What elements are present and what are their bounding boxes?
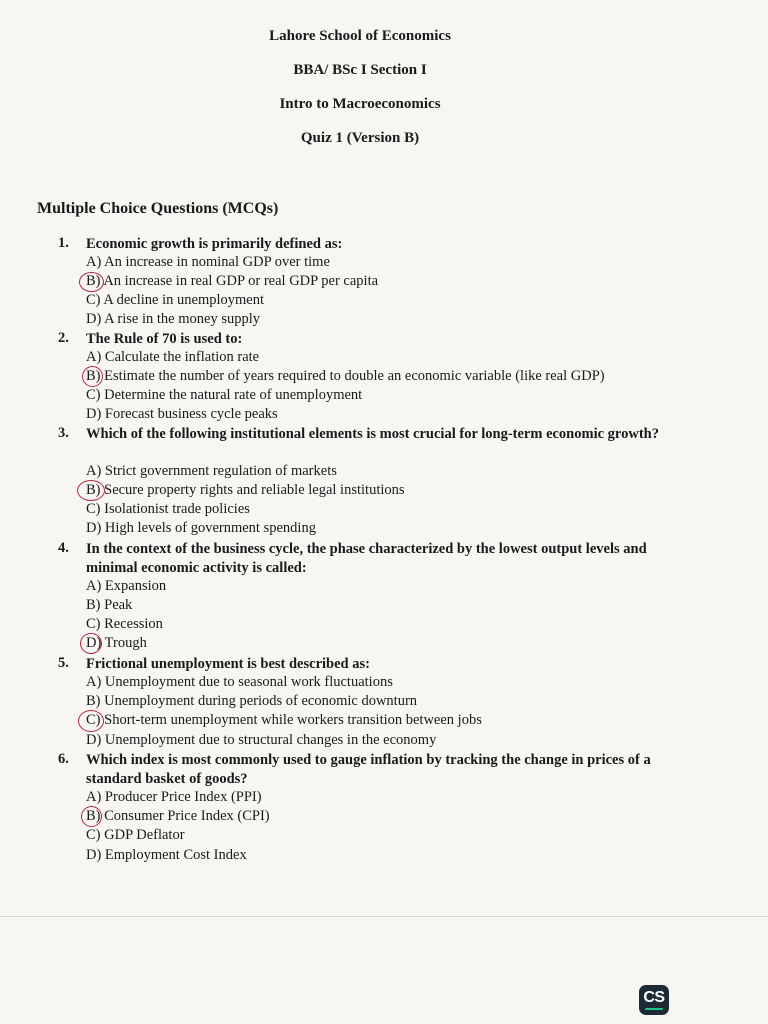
answer-option: D) Trough <box>86 635 147 651</box>
answer-circle-mark <box>79 272 104 292</box>
answer-option: D) A rise in the money supply <box>86 311 260 327</box>
answer-circle-mark <box>81 806 102 827</box>
course-title: Intro to Macroeconomics <box>279 96 441 112</box>
answer-option: D) High levels of government spending <box>86 520 316 536</box>
section-title: Multiple Choice Questions (MCQs) <box>37 200 279 217</box>
answer-option: C) Recession <box>86 616 163 632</box>
answer-option: D) Forecast business cycle peaks <box>86 406 278 422</box>
answer-option: B) Secure property rights and reliable legal institutions <box>86 482 405 498</box>
answer-option: B) Unemployment during periods of economic downturn <box>86 693 418 709</box>
question-text: Which index is most commonly used to gauge inflation by tracking the change in prices of a standard basket of goods? <box>86 752 651 787</box>
school-name: Lahore School of Economics <box>269 28 451 44</box>
answer-option: B) Consumer Price Index (CPI) <box>86 808 270 824</box>
logo-text: CS <box>643 989 665 1006</box>
question-text: In the context of the business cycle, the phase characterized by the lowest output levels and minimal economic activity is called: <box>86 541 647 576</box>
quiz-title: Quiz 1 (Version B) <box>300 130 420 146</box>
question-text: The Rule of 70 is used to: <box>86 331 243 347</box>
camscanner-logo <box>639 985 669 1015</box>
answer-option: B) Estimate the number of years required to double an economic variable (like real GDP) <box>86 368 605 384</box>
question-number: 1. <box>58 235 69 251</box>
answer-option: A) Unemployment due to seasonal work fluctuations <box>86 674 393 690</box>
answer-option: C) Determine the natural rate of unemployment <box>86 387 363 403</box>
question-text: Economic growth is primarily defined as: <box>86 236 343 252</box>
question-number: 5. <box>58 655 69 671</box>
answer-option: A) Producer Price Index (PPI) <box>86 789 262 805</box>
question-number: 3. <box>58 425 69 441</box>
answer-option: D) Employment Cost Index <box>86 847 247 863</box>
answer-option: C) GDP Deflator <box>86 827 185 843</box>
answer-option: A) An increase in nominal GDP over time <box>86 254 330 270</box>
question-number: 2. <box>58 330 69 346</box>
scan-divider <box>0 916 768 917</box>
answer-circle-mark <box>82 366 103 387</box>
logo-accent-bar <box>645 1008 663 1010</box>
program-section: BBA/ BSc I Section I <box>293 62 427 78</box>
question-number: 6. <box>58 751 69 767</box>
question-text: Which of the following institutional elements is most crucial for long-term economic growth? <box>86 426 659 442</box>
answer-option: C) A decline in unemployment <box>86 292 265 308</box>
answer-option: C) Isolationist trade policies <box>86 501 250 517</box>
answer-circle-mark <box>78 710 104 732</box>
answer-option: B) Peak <box>86 597 133 613</box>
answer-option: B) An increase in real GDP or real GDP per capita <box>86 273 379 289</box>
answer-option: A) Calculate the inflation rate <box>86 349 260 365</box>
answer-option: D) Unemployment due to structural changes in the economy <box>86 732 437 748</box>
answer-option: C) Short-term unemployment while workers transition between jobs <box>86 712 482 728</box>
answer-option: A) Strict government regulation of markets <box>86 463 337 479</box>
answer-circle-mark <box>77 480 105 501</box>
question-text: Frictional unemployment is best described as: <box>86 656 370 672</box>
answer-option: A) Expansion <box>86 578 167 594</box>
question-number: 4. <box>58 540 69 556</box>
answer-circle-mark <box>80 633 102 654</box>
